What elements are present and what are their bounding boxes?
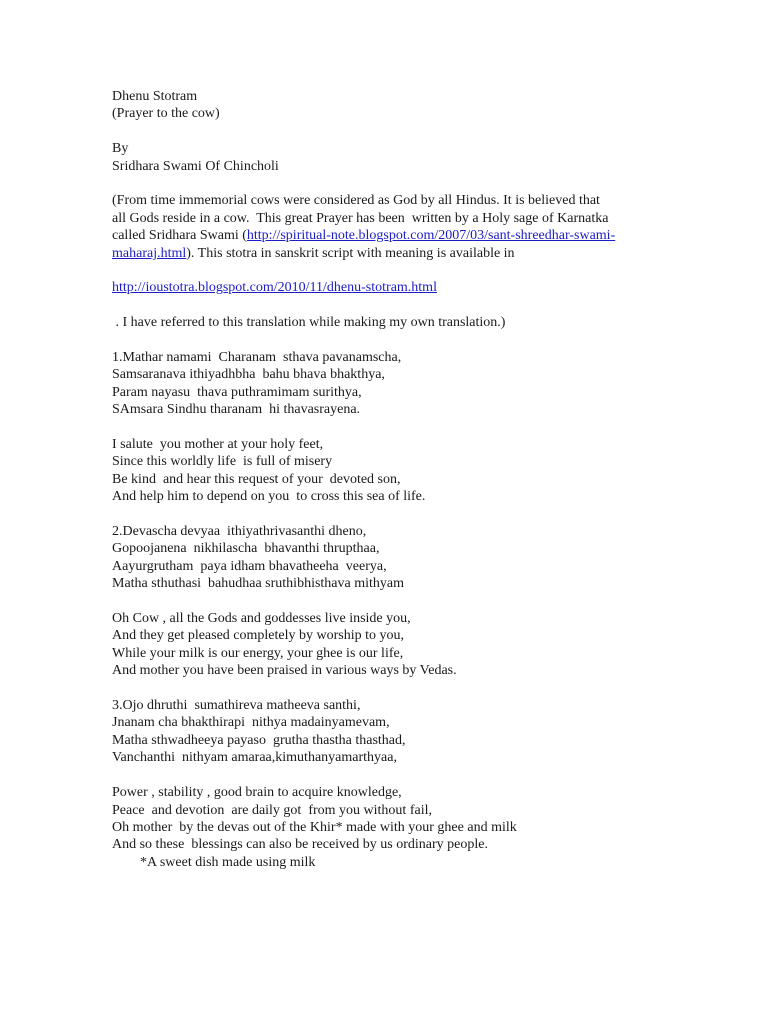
translation-line: I salute you mother at your holy feet,: [112, 437, 324, 453]
translation-line: And they get pleased completely by worship to you,: [112, 628, 404, 644]
translation-line: Be kind and hear this request of your devoted son,: [112, 471, 401, 487]
document-title: Dhenu Stotram: [112, 89, 198, 104]
sanskrit-line: Matha sthwadheeya payaso grutha thastha thasthad,: [112, 732, 406, 748]
link-line: [112, 279, 712, 296]
translation-line: While your milk is our energy, your ghee is our life,: [112, 645, 404, 661]
spacer: [112, 332, 712, 349]
spacer: [112, 175, 712, 192]
sanskrit-line: Gopoojanena nikhilascha bhavanthi thrupthaa,: [112, 541, 380, 557]
verse-3-sanskrit: [112, 697, 712, 767]
sanskrit-line: 3.Ojo dhruthi sumathireva matheeva santhi,: [112, 698, 361, 714]
by-label: By: [112, 141, 129, 157]
author-name: Sridhara Swami Of Chincholi: [112, 158, 279, 174]
translation-line: And help him to depend on you to cross this sea of life.: [112, 489, 426, 505]
translation-line: And mother you have been praised in various ways by Vedas.: [112, 663, 457, 679]
sanskrit-line: Vanchanthi nithyam amaraa,kimuthanyamarthyaa,: [112, 750, 397, 766]
ioustotra-link[interactable]: http://ioustotra.blogspot.com/2010/11/dhenu-stotram.html: [112, 280, 437, 296]
intro-text: called Sridhara Swami (: [112, 228, 247, 244]
translation-note: . I have referred to this translation while making my own translation.): [112, 315, 506, 331]
document-subtitle: (Prayer to the cow): [112, 106, 220, 122]
spiritual-note-link-continued[interactable]: maharaj.html: [112, 245, 187, 261]
translation-line: Since this worldly life is full of misery: [112, 454, 333, 470]
sanskrit-line: Param nayasu thava puthramimam surithya,: [112, 384, 362, 400]
verse-3-translation: [112, 784, 712, 871]
translation-line: Power , stability , good brain to acquire knowledge,: [112, 785, 402, 801]
intro-text: ). This stotra in sanskrit script with meaning is available in: [186, 245, 515, 261]
intro-line: [112, 227, 712, 244]
verse-2-translation: [112, 610, 712, 680]
spacer: [112, 506, 712, 523]
spacer: [112, 593, 712, 610]
spiritual-note-link[interactable]: http://spiritual-note.blogspot.com/2007/03/sant-shreedhar-swami-: [246, 228, 616, 244]
spacer: [112, 680, 712, 697]
sanskrit-line: 1.Mathar namami Charanam sthava pavanamscha,: [112, 350, 402, 366]
translation-line: And so these blessings can also be received by us ordinary people.: [112, 837, 488, 853]
spacer: [112, 297, 712, 314]
translation-line: Oh mother by the devas out of the Khir* made with your ghee and milk: [112, 819, 517, 835]
verse-1-sanskrit: [112, 349, 712, 419]
translation-line: Oh Cow , all the Gods and goddesses live inside you,: [112, 611, 411, 627]
sanskrit-line: SAmsara Sindhu tharanam hi thavasrayena.: [112, 402, 361, 418]
footnote: *A sweet dish made using milk: [140, 854, 316, 870]
intro-paragraph: [112, 192, 712, 262]
document-page: [112, 88, 712, 871]
verse-2-sanskrit: [112, 523, 712, 593]
sanskrit-line: 2.Devascha devyaa ithiyathrivasanthi dheno,: [112, 524, 367, 540]
intro-line: (From time immemorial cows were considered as God by all Hindus. It is believed that: [112, 193, 600, 209]
spacer: [112, 123, 712, 140]
sanskrit-line: Jnanam cha bhakthirapi nithya madainyamevam,: [112, 715, 390, 731]
verse-1-translation: [112, 436, 712, 506]
translation-line: Peace and devotion are daily got from you without fail,: [112, 802, 432, 818]
sanskrit-line: Samsaranava ithiyadhbha bahu bhava bhakthya,: [112, 367, 385, 383]
spacer: [112, 767, 712, 784]
intro-line: all Gods reside in a cow. This great Prayer has been written by a Holy sage of Karnatka: [112, 210, 609, 226]
sanskrit-line: Aayurgrutham paya idham bhavatheeha veerya,: [112, 558, 387, 574]
sanskrit-line: Matha sthuthasi bahudhaa sruthibhisthava mithyam: [112, 576, 405, 592]
intro-line: [112, 245, 712, 262]
spacer: [112, 262, 712, 279]
spacer: [112, 419, 712, 436]
